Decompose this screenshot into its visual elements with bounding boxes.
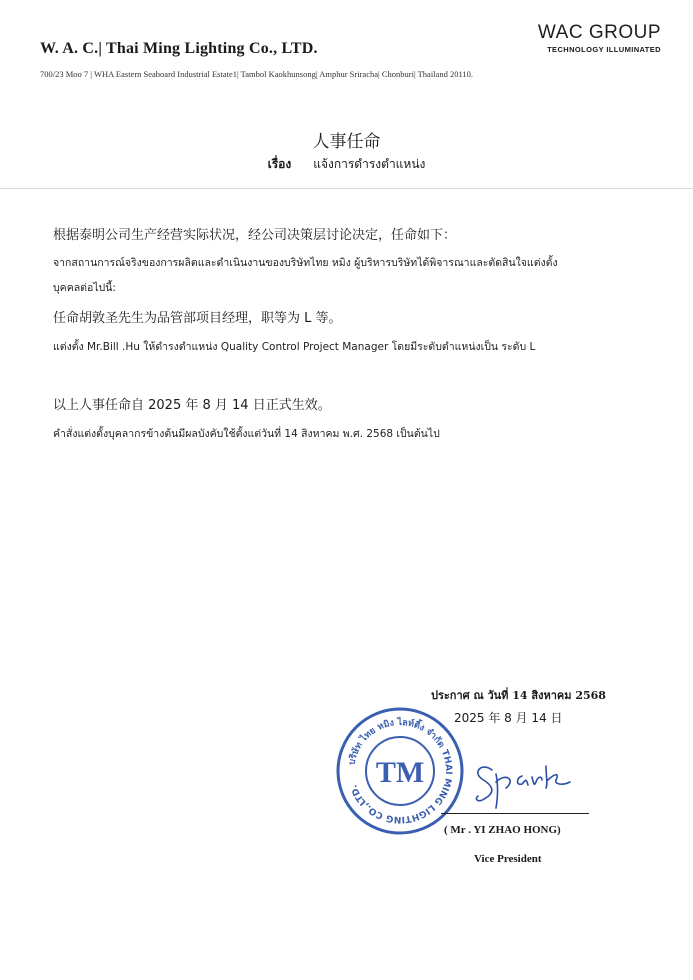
document-subject-th [0, 155, 693, 174]
brand-tagline: TECHNOLOGY ILLUMINATED [547, 45, 661, 54]
company-stamp [334, 705, 466, 837]
paragraph-3-cn: 以上人事任命自 2025 年 8 月 14 日正式生效。 [53, 398, 331, 413]
paragraph-3-th: คำสั่งแต่งตั้งบุคลากรข้างต้นมีผลบังคับใช้ตั้งแต่วันที่ 14 สิงหาคม พ.ศ. 2568 เป็นต้นไป [53, 428, 440, 440]
subject-label: เรื่อง [267, 157, 292, 171]
announcement-date-th: ประกาศ ณ วันที่ 14 สิงหาคม 2568 [431, 689, 606, 702]
announcement-date-cn: 2025 年 8 月 14 日 [454, 711, 563, 725]
signature-line [441, 813, 589, 814]
paragraph-2-th: แต่งตั้ง Mr.Bill .Hu ให้ดำรงตำแหน่ง Quality Control Project Manager โดยมีระดับตำแหน่งเป็น ระดับ L [53, 341, 536, 353]
company-name: W. A. C.| Thai Ming Lighting Co., LTD. [40, 40, 318, 57]
document-title-cn: 人事任命 [312, 132, 381, 152]
stamp-monogram: TM [375, 756, 425, 789]
brand-name: WAC GROUP [537, 22, 661, 43]
paragraph-1-th-line-2: บุคคลต่อไปนี้: [53, 282, 116, 294]
header-divider [0, 188, 693, 189]
brand-logo [538, 22, 661, 54]
paragraph-2-cn: 任命胡敦圣先生为品管部项目经理，职等为 L 等。 [53, 311, 342, 326]
signatory-name: ( Mr . YI ZHAO HONG) [444, 824, 561, 836]
stamp-ring-text: บริษัท ไทย หมิง ไลท์ติ้ง จำกัด THAI MING LIGHTING CO.,LTD. [347, 717, 454, 825]
paragraph-1-cn: 根据泰明公司生产经营实际状况，经公司决策层讨论决定，任命如下： [53, 228, 457, 243]
subject-text: แจ้งการดำรงตำแหน่ง [313, 157, 426, 171]
signatory-position: Vice President [474, 853, 542, 865]
handwritten-signature [470, 752, 580, 812]
company-address: 700/23 Moo 7 | WHA Eastern Seaboard Industrial Estate1| Tambol Kaokhunsong| Amphur Sriracha| Chonburi| Thailand 20110. [40, 69, 474, 79]
paragraph-1-th-line-1: จากสถานการณ์จริงของการผลิตและดำเนินงานของบริษัทไทย หมิง ผู้บริหารบริษัทได้พิจารณาและตัดสินใจแต่งตั้ง [53, 257, 558, 269]
